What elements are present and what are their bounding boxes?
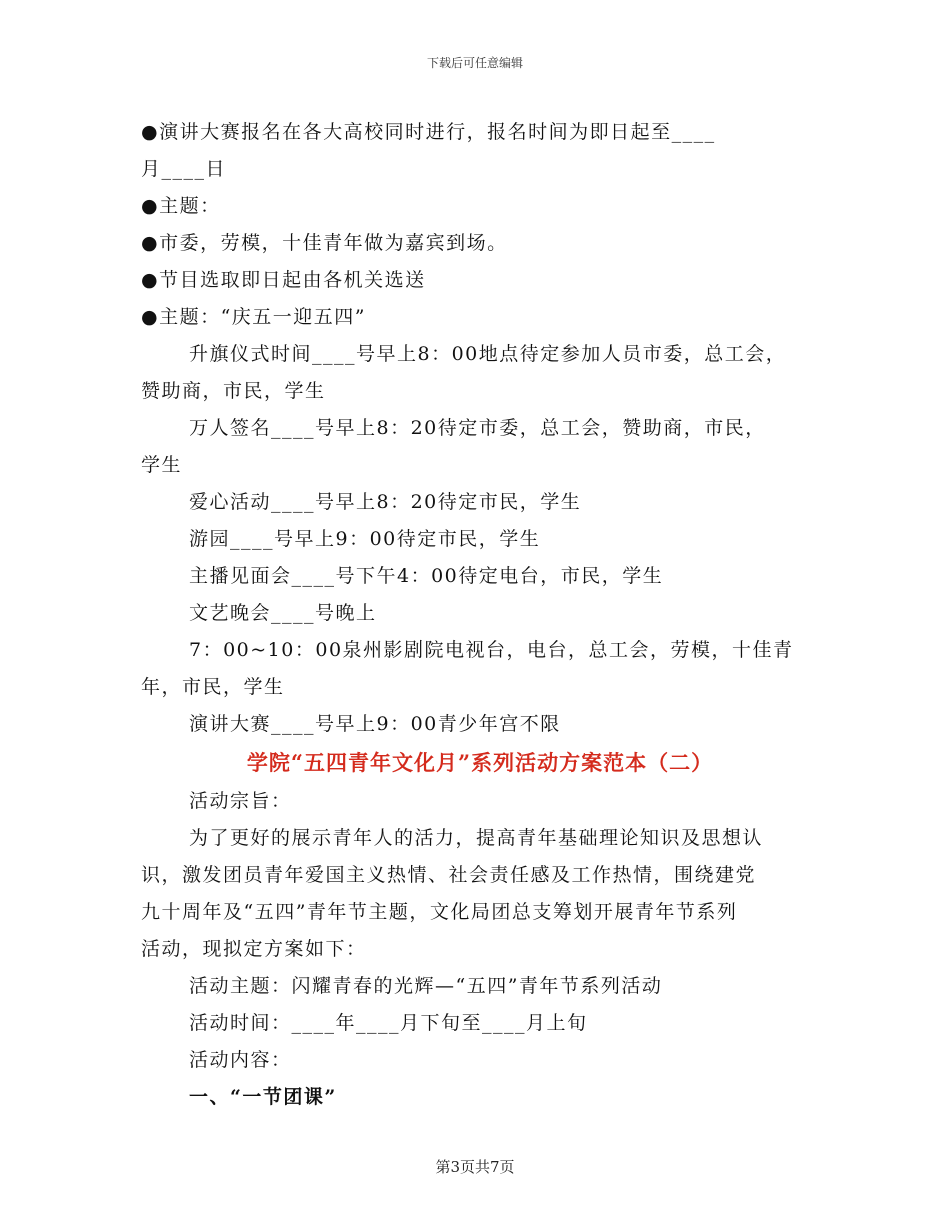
paragraph-line: 活动主题：闪耀青春的光辉—“五四”青年节系列活动 xyxy=(189,975,663,997)
paragraph-line: 活动宗旨： xyxy=(189,790,292,812)
paragraph-line: 识，激发团员青年爱国主义热情、社会责任感及工作热情，围绕建党 xyxy=(141,864,757,886)
paragraph-line: 文艺晚会____号晚上 xyxy=(189,602,377,624)
document-body xyxy=(141,114,801,1116)
paragraph-line: 为了更好的展示青年人的活力，提高青年基础理论知识及思想认 xyxy=(189,827,764,849)
paragraph-line: 游园____号早上9：00待定市民，学生 xyxy=(189,528,541,550)
page-number: 第3页共7页 xyxy=(435,1158,515,1176)
paragraph-line: ●市委，劳模，十佳青年做为嘉宾到场。 xyxy=(141,232,508,254)
paragraph-line: 九十周年及“五四”青年节主题，文化局团总支筹划开展青年节系列 xyxy=(141,901,738,923)
paragraph-line: 活动时间：____年____月下旬至____月上旬 xyxy=(189,1012,588,1034)
paragraph-line: ●演讲大赛报名在各大高校同时进行，报名时间为即日起至____ xyxy=(141,121,716,143)
subsection-heading: 一、“一节团课” xyxy=(189,1086,337,1108)
paragraph-line: 月____日 xyxy=(141,158,227,180)
paragraph-line: 活动内容： xyxy=(189,1049,292,1071)
paragraph-line: 演讲大赛____号早上9：00青少年宫不限 xyxy=(189,713,561,735)
paragraph-line: 活动，现拟定方案如下： xyxy=(141,938,367,960)
paragraph-line: 主播见面会____号下午4：00待定电台，市民，学生 xyxy=(189,565,664,587)
paragraph-line: 升旗仪式时间____号早上8：00地点待定参加人员市委，总工会， xyxy=(189,343,787,365)
paragraph-line: ●主题： xyxy=(141,195,221,217)
paragraph-line: 万人签名____号早上8：20待定市委，总工会，赞助商，市民， xyxy=(189,417,766,439)
paragraph-line: ●主题：“庆五一迎五四” xyxy=(141,306,367,328)
paragraph-line: 爱心活动____号早上8：20待定市民，学生 xyxy=(189,491,582,513)
paragraph-line: 学生 xyxy=(141,454,183,476)
paragraph-line: ●节目选取即日起由各机关选送 xyxy=(141,269,426,291)
section-title: 学院“五四青年文化月”系列活动方案范本（二） xyxy=(246,750,714,775)
paragraph-line: 年，市民，学生 xyxy=(141,676,285,698)
page-header-note: 下载后可任意编辑 xyxy=(426,56,523,70)
paragraph-line: 赞助商，市民，学生 xyxy=(141,380,326,402)
paragraph-line: 7：00~10：00泉州影剧院电视台，电台，总工会，劳模，十佳青 xyxy=(189,639,794,661)
